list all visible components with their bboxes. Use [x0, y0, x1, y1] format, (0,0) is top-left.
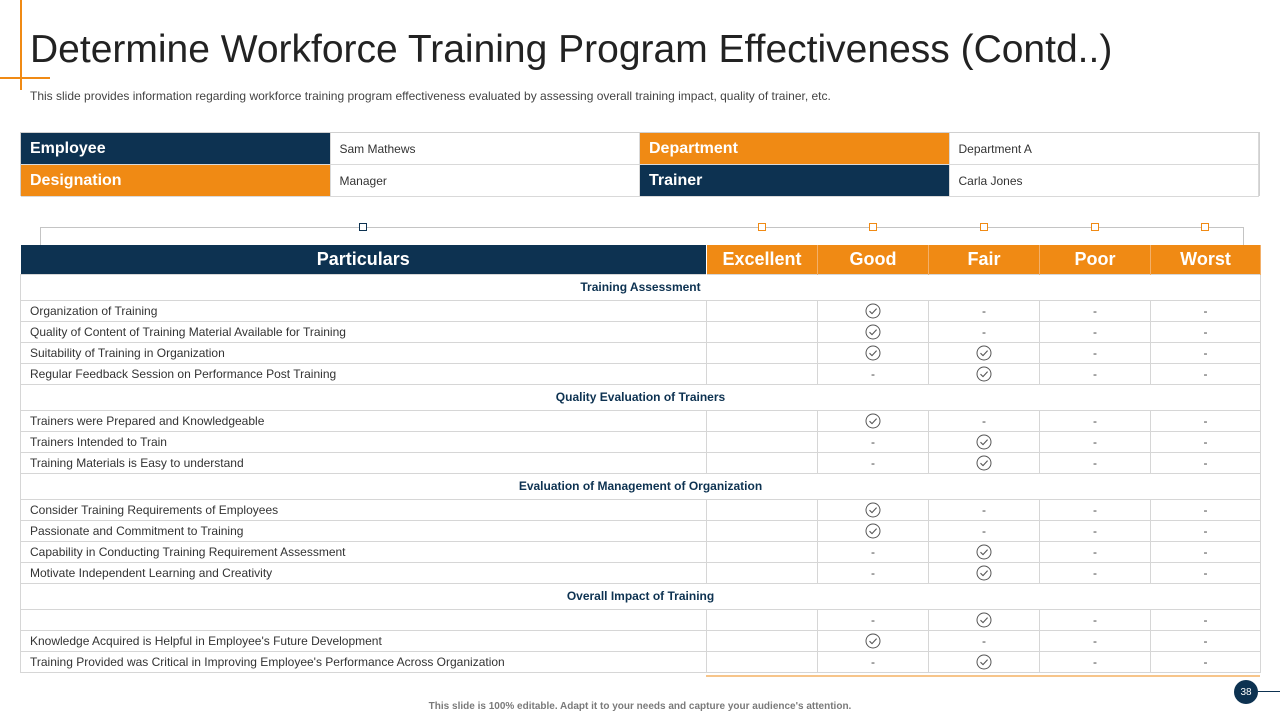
- row-label: Consider Training Requirements of Employees: [21, 499, 707, 520]
- rating-dash: -: [1093, 455, 1097, 470]
- header-connector-line: [40, 227, 1244, 245]
- rating-dash: -: [1203, 654, 1208, 669]
- rating-cell: [929, 410, 1040, 431]
- rating-cell: [818, 452, 929, 473]
- rating-dash: -: [1093, 654, 1097, 669]
- rating-cell: [1040, 321, 1151, 342]
- rating-cell: [818, 499, 929, 520]
- employee-label: Employee: [21, 133, 331, 165]
- header-excellent: Excellent: [707, 245, 818, 274]
- rating-cell: [707, 499, 818, 520]
- rating-cell: [1151, 630, 1261, 651]
- rating-dash: -: [871, 434, 875, 449]
- table-bottom-accent: [706, 675, 1260, 677]
- row-label: Training Provided was Critical in Improving Employee's Performance Across Organization: [21, 651, 707, 672]
- page-number-line: [1258, 691, 1280, 692]
- info-row-1: [21, 133, 1259, 165]
- rating-cell: [1040, 651, 1151, 672]
- section-title: Evaluation of Management of Organization: [21, 473, 1261, 499]
- check-icon: [865, 324, 881, 340]
- rating-dash: -: [1203, 434, 1208, 449]
- check-icon: [976, 434, 992, 450]
- table-row: [21, 562, 1261, 583]
- table-header-row: [21, 245, 1261, 274]
- connector-marker: [359, 223, 367, 231]
- rating-dash: -: [1093, 345, 1097, 360]
- table-row: [21, 410, 1261, 431]
- evaluation-table: [20, 245, 1261, 673]
- table-row: [21, 363, 1261, 384]
- check-icon: [865, 502, 881, 518]
- row-label: Suitability of Training in Organization: [21, 342, 707, 363]
- check-icon: [865, 633, 881, 649]
- row-label: Capability in Conducting Training Requirement Assessment: [21, 541, 707, 562]
- rating-cell: [929, 520, 1040, 541]
- connector-marker: [758, 223, 766, 231]
- table-row: [21, 342, 1261, 363]
- table-row: [21, 630, 1261, 651]
- rating-dash: -: [871, 455, 875, 470]
- rating-dash: -: [1093, 565, 1097, 580]
- rating-cell: [707, 300, 818, 321]
- rating-cell: [929, 562, 1040, 583]
- rating-dash: -: [1093, 544, 1097, 559]
- rating-cell: [707, 410, 818, 431]
- rating-dash: -: [1093, 523, 1097, 538]
- section-title: Overall Impact of Training: [21, 583, 1261, 609]
- rating-cell: [1040, 499, 1151, 520]
- rating-dash: -: [1203, 455, 1208, 470]
- rating-cell: [707, 342, 818, 363]
- footer-note: This slide is 100% editable. Adapt it to your needs and capture your audience's attention.: [428, 701, 852, 712]
- check-icon: [865, 413, 881, 429]
- rating-cell: [1151, 342, 1261, 363]
- check-icon: [865, 345, 881, 361]
- connector-marker: [869, 223, 877, 231]
- trainer-value: Carla Jones: [950, 165, 1260, 197]
- rating-dash: -: [982, 324, 986, 339]
- employee-info-block: [20, 132, 1260, 196]
- rating-dash: -: [871, 565, 875, 580]
- rating-dash: -: [871, 654, 875, 669]
- rating-cell: [707, 363, 818, 384]
- header-particulars: Particulars: [21, 245, 707, 274]
- rating-cell: [929, 609, 1040, 630]
- designation-label: Designation: [21, 165, 331, 197]
- rating-cell: [1151, 520, 1261, 541]
- rating-cell: [707, 630, 818, 651]
- rating-cell: [929, 541, 1040, 562]
- connector-marker: [980, 223, 988, 231]
- rating-cell: [818, 342, 929, 363]
- rating-dash: -: [1203, 413, 1208, 428]
- section-row: [21, 583, 1261, 609]
- rating-dash: -: [1093, 633, 1097, 648]
- section-title: Quality Evaluation of Trainers: [21, 384, 1261, 410]
- rating-cell: [818, 321, 929, 342]
- rating-cell: [707, 651, 818, 672]
- rating-dash: -: [1203, 324, 1208, 339]
- table-row: [21, 452, 1261, 473]
- page-number: 38: [1234, 680, 1258, 704]
- rating-dash: -: [1203, 303, 1208, 318]
- row-label: Motivate Independent Learning and Creativity: [21, 562, 707, 583]
- rating-dash: -: [982, 523, 986, 538]
- rating-cell: [707, 431, 818, 452]
- rating-dash: -: [1203, 565, 1208, 580]
- rating-cell: [1151, 321, 1261, 342]
- header-poor: Poor: [1040, 245, 1151, 274]
- rating-cell: [1151, 431, 1261, 452]
- section-row: [21, 274, 1261, 300]
- check-icon: [976, 345, 992, 361]
- rating-dash: -: [1093, 324, 1097, 339]
- rating-cell: [1040, 541, 1151, 562]
- trainer-label: Trainer: [640, 165, 950, 197]
- rating-dash: -: [1203, 366, 1208, 381]
- rating-cell: [929, 431, 1040, 452]
- section-title: Training Assessment: [21, 274, 1261, 300]
- rating-cell: [1151, 452, 1261, 473]
- section-row: [21, 473, 1261, 499]
- rating-cell: [707, 609, 818, 630]
- employee-value: Sam Mathews: [331, 133, 641, 165]
- rating-cell: [1151, 609, 1261, 630]
- rating-cell: [707, 452, 818, 473]
- info-row-2: [21, 165, 1259, 197]
- table-row: [21, 651, 1261, 672]
- table-row: [21, 499, 1261, 520]
- rating-cell: [1151, 410, 1261, 431]
- rating-cell: [707, 562, 818, 583]
- department-value: Department A: [950, 133, 1260, 165]
- rating-dash: -: [1093, 366, 1097, 381]
- rating-cell: [1040, 300, 1151, 321]
- check-icon: [865, 523, 881, 539]
- check-icon: [976, 455, 992, 471]
- row-label: Quality of Content of Training Material Available for Training: [21, 321, 707, 342]
- rating-cell: [1151, 651, 1261, 672]
- rating-dash: -: [871, 544, 875, 559]
- rating-dash: -: [1093, 502, 1097, 517]
- rating-cell: [1040, 609, 1151, 630]
- rating-dash: -: [1203, 502, 1208, 517]
- rating-dash: -: [871, 612, 875, 627]
- rating-dash: -: [982, 633, 986, 648]
- row-label: Trainers Intended to Train: [21, 431, 707, 452]
- rating-cell: [818, 363, 929, 384]
- rating-cell: [1151, 562, 1261, 583]
- rating-cell: [1040, 342, 1151, 363]
- check-icon: [976, 612, 992, 628]
- rating-dash: -: [1203, 544, 1208, 559]
- rating-dash: -: [1093, 434, 1097, 449]
- rating-dash: -: [871, 366, 875, 381]
- connector-marker: [1091, 223, 1099, 231]
- table-row: [21, 541, 1261, 562]
- check-icon: [976, 565, 992, 581]
- rating-cell: [929, 630, 1040, 651]
- rating-cell: [818, 410, 929, 431]
- rating-cell: [818, 562, 929, 583]
- rating-cell: [929, 452, 1040, 473]
- section-row: [21, 384, 1261, 410]
- rating-dash: -: [1203, 345, 1208, 360]
- check-icon: [976, 366, 992, 382]
- rating-cell: [1040, 410, 1151, 431]
- rating-cell: [929, 499, 1040, 520]
- rating-cell: [929, 651, 1040, 672]
- row-label: Trainers were Prepared and Knowledgeable: [21, 410, 707, 431]
- rating-dash: -: [982, 413, 986, 428]
- rating-cell: [818, 630, 929, 651]
- rating-dash: -: [1093, 303, 1097, 318]
- rating-cell: [929, 321, 1040, 342]
- rating-dash: -: [1203, 523, 1208, 538]
- rating-cell: [707, 321, 818, 342]
- rating-cell: [1151, 541, 1261, 562]
- row-label: Training Materials is Easy to understand: [21, 452, 707, 473]
- corner-accent-horizontal: [0, 77, 50, 79]
- row-label: Organization of Training: [21, 300, 707, 321]
- rating-cell: [1151, 300, 1261, 321]
- rating-cell: [1040, 630, 1151, 651]
- rating-dash: -: [982, 502, 986, 517]
- page-subtitle: This slide provides information regarding workforce training program effectiveness evaluated by assessing overall training impact, quality of trainer, etc.: [30, 89, 831, 103]
- header-good: Good: [818, 245, 929, 274]
- rating-cell: [818, 541, 929, 562]
- connector-marker: [1201, 223, 1209, 231]
- rating-cell: [929, 300, 1040, 321]
- table-row: [21, 520, 1261, 541]
- rating-cell: [929, 363, 1040, 384]
- check-icon: [976, 544, 992, 560]
- page-title: Determine Workforce Training Program Effectiveness (Contd..): [30, 28, 1113, 71]
- rating-cell: [707, 520, 818, 541]
- table-row: [21, 321, 1261, 342]
- table-row: [21, 431, 1261, 452]
- rating-cell: [1151, 499, 1261, 520]
- department-label: Department: [640, 133, 950, 165]
- rating-cell: [818, 431, 929, 452]
- rating-dash: -: [1093, 413, 1097, 428]
- rating-dash: -: [1093, 612, 1097, 627]
- rating-cell: [818, 609, 929, 630]
- row-label: Knowledge Acquired is Helpful in Employee's Future Development: [21, 630, 707, 651]
- check-icon: [976, 654, 992, 670]
- header-fair: Fair: [929, 245, 1040, 274]
- rating-cell: [818, 300, 929, 321]
- header-worst: Worst: [1151, 245, 1261, 274]
- rating-dash: -: [1203, 633, 1208, 648]
- rating-cell: [818, 651, 929, 672]
- row-label: [21, 609, 707, 630]
- row-label: Regular Feedback Session on Performance Post Training: [21, 363, 707, 384]
- rating-cell: [1040, 363, 1151, 384]
- rating-cell: [707, 541, 818, 562]
- rating-cell: [1151, 363, 1261, 384]
- table-row: [21, 300, 1261, 321]
- row-label: Passionate and Commitment to Training: [21, 520, 707, 541]
- designation-value: Manager: [331, 165, 641, 197]
- rating-cell: [1040, 520, 1151, 541]
- check-icon: [865, 303, 881, 319]
- rating-cell: [1040, 431, 1151, 452]
- rating-cell: [929, 342, 1040, 363]
- rating-dash: -: [982, 303, 986, 318]
- rating-dash: -: [1203, 612, 1208, 627]
- rating-cell: [1040, 452, 1151, 473]
- rating-cell: [1040, 562, 1151, 583]
- table-row: [21, 609, 1261, 630]
- rating-cell: [818, 520, 929, 541]
